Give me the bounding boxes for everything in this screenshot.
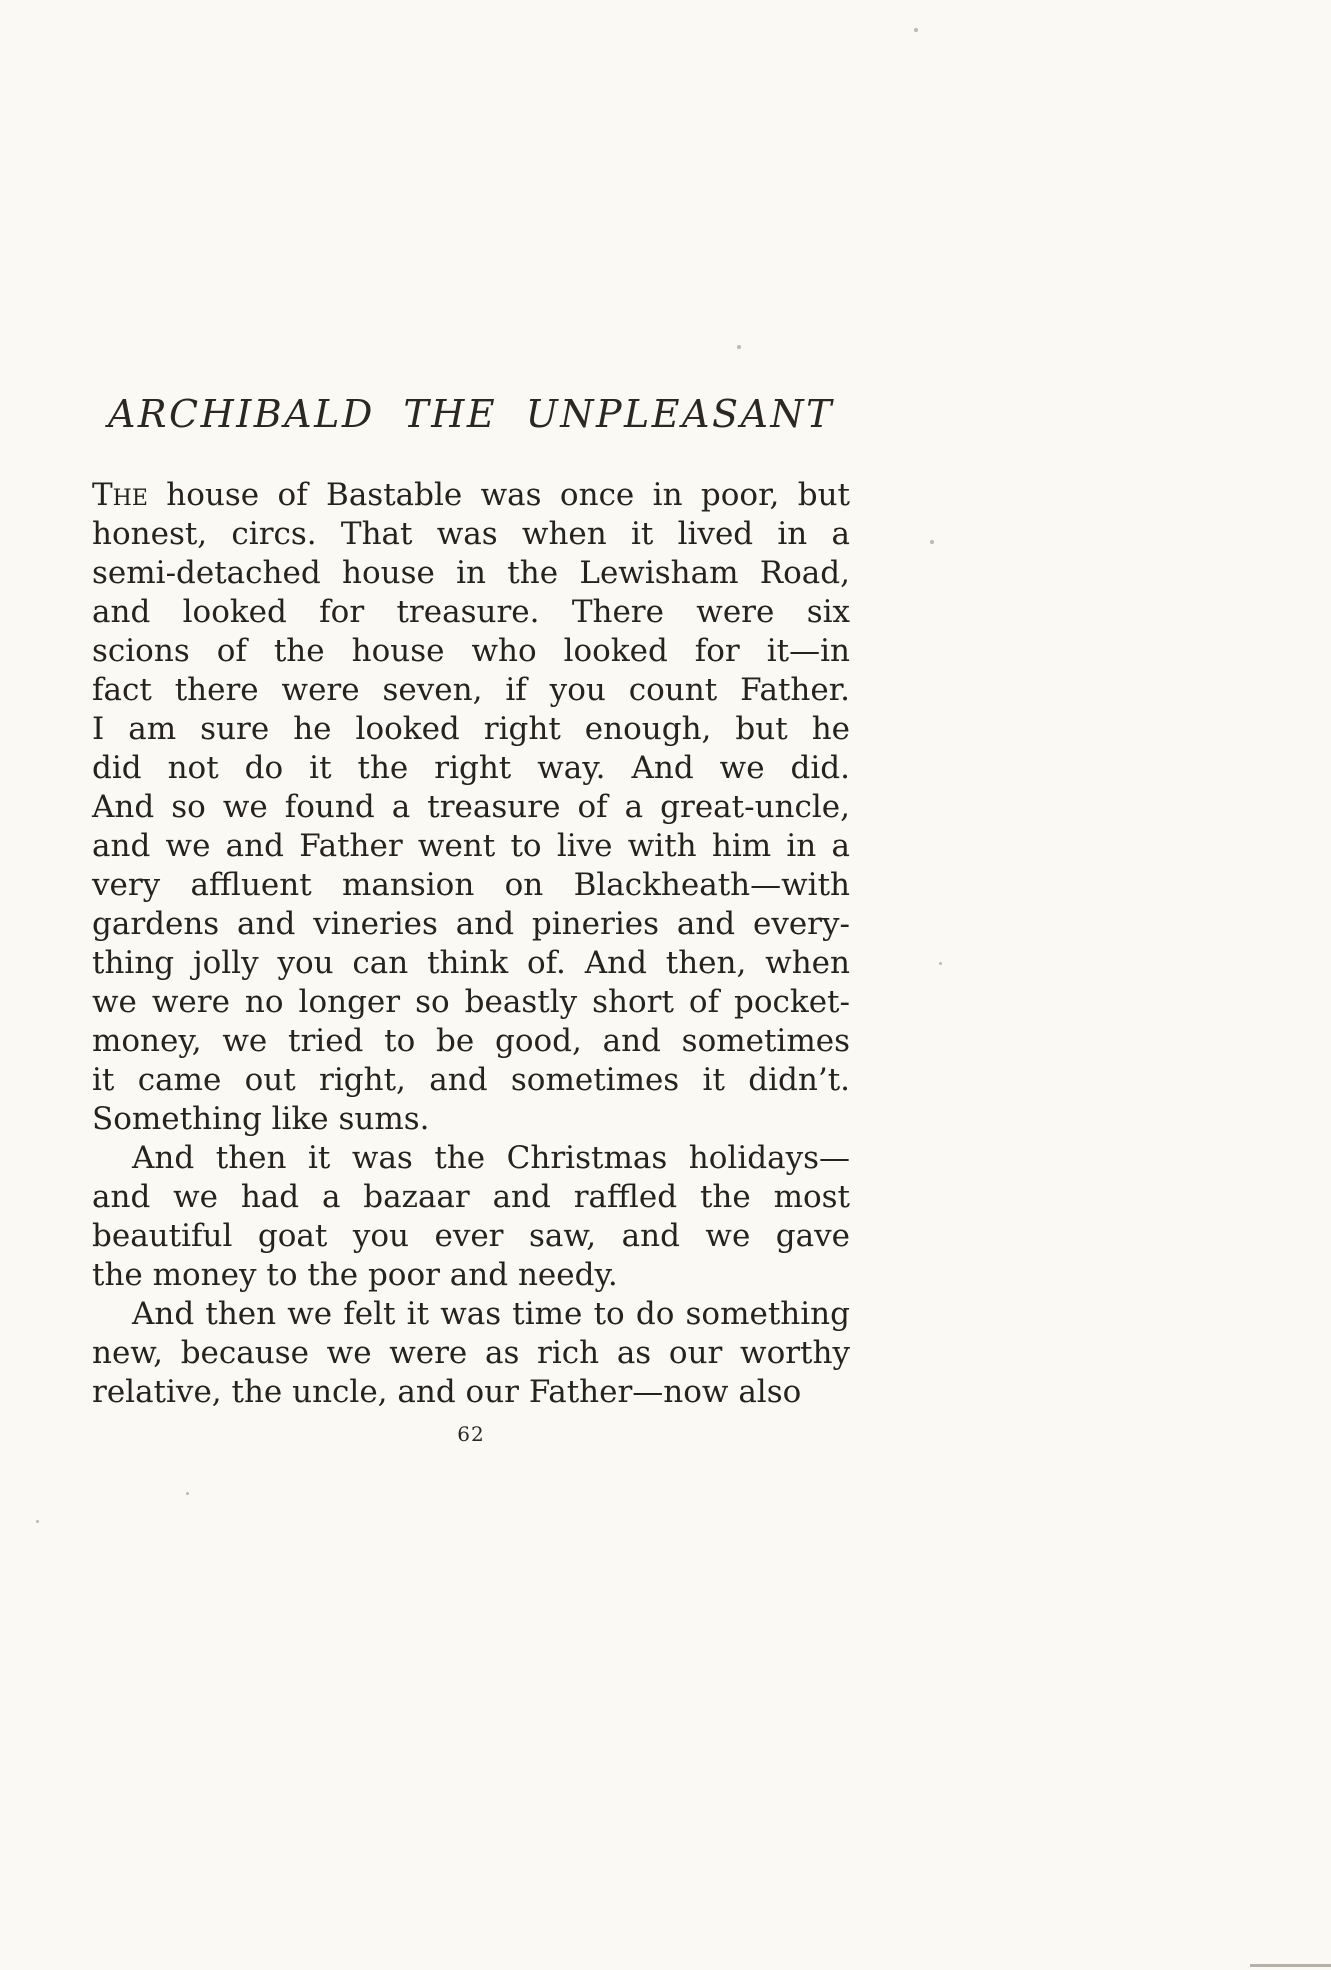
text-line: and looked for treasure. There were six: [92, 594, 850, 630]
text-line: beautiful goat you ever saw, and we gave: [92, 1218, 850, 1254]
scan-speck: [930, 540, 934, 544]
text-line: and we had a bazaar and raffled the most: [92, 1179, 850, 1215]
scan-edge-mark: [1250, 1964, 1331, 1967]
lead-word-small-caps: The: [92, 477, 148, 513]
text-line: relative, the uncle, and our Father—now also: [92, 1374, 802, 1410]
scan-speck: [186, 1492, 189, 1495]
paragraph: [92, 476, 850, 1139]
body-text: [92, 476, 850, 1412]
text-line: semi-detached house in the Lewisham Road,: [92, 555, 850, 591]
scan-speck: [36, 1520, 39, 1523]
text-line: the money to the poor and needy.: [92, 1257, 618, 1293]
text-line: very affluent mansion on Blackheath—with: [92, 867, 850, 903]
text-line: And so we found a treasure of a great-uncle,: [92, 789, 850, 825]
text-line: it came out right, and sometimes it didn’t.: [92, 1062, 850, 1098]
text-line: The house of Bastable was once in poor, but: [92, 477, 850, 513]
page-number: 62: [457, 1422, 485, 1446]
text-line: gardens and vineries and pineries and every-: [92, 906, 850, 942]
text-line: And then we felt it was time to do something: [132, 1296, 850, 1332]
text-line: new, because we were as rich as our worthy: [92, 1335, 850, 1371]
text-line: scions of the house who looked for it—in: [92, 633, 850, 669]
text-line: did not do it the right way. And we did.: [92, 750, 850, 786]
chapter-title: ARCHIBALD THE UNPLEASANT: [107, 392, 835, 436]
paragraph: [92, 1139, 850, 1295]
text-line: and we and Father went to live with him in a: [92, 828, 850, 864]
text-line: fact there were seven, if you count Father.: [92, 672, 850, 708]
text-line: I am sure he looked right enough, but he: [92, 711, 850, 747]
text-line: honest, circs. That was when it lived in a: [92, 516, 850, 552]
scan-speck: [939, 962, 942, 965]
text-line: thing jolly you can think of. And then, when: [92, 945, 850, 981]
scan-speck: [737, 345, 741, 349]
text-column: [92, 392, 850, 1446]
scan-speck: [914, 28, 918, 32]
paragraph: [92, 1295, 850, 1412]
text-line: And then it was the Christmas holidays—: [132, 1140, 850, 1176]
text-line: Something like sums.: [92, 1101, 430, 1137]
text-line: we were no longer so beastly short of pocket-: [92, 984, 850, 1020]
text-line: money, we tried to be good, and sometimes: [92, 1023, 850, 1059]
